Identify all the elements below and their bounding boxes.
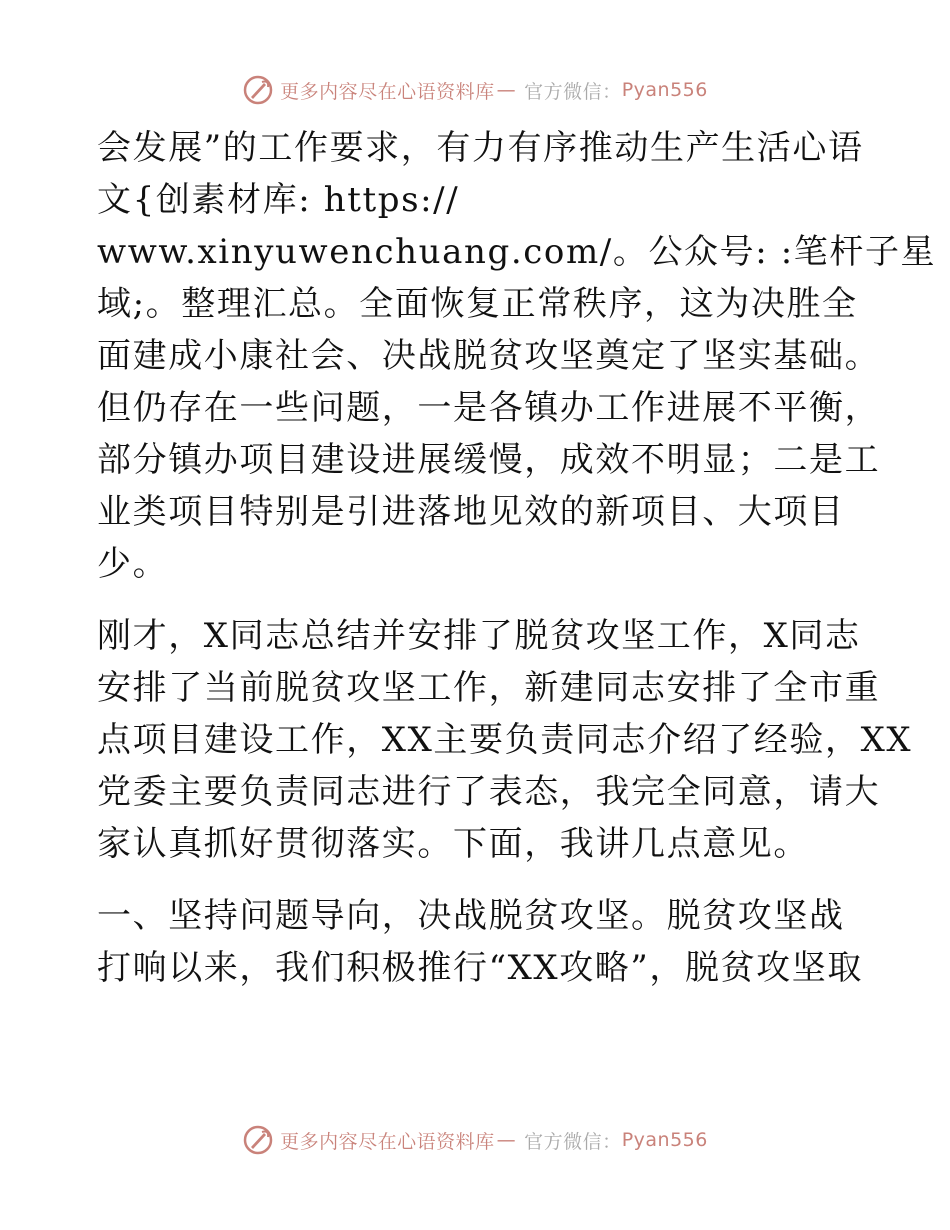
text-line: 文{创素材库: https:// [97, 180, 460, 220]
text-line: 会发展”的工作要求，有力有序推动生产生活心语 [97, 128, 864, 168]
banner-wechat-id: Pyan556 [621, 79, 708, 101]
paragraph [97, 890, 867, 994]
text-line: 打响以来，我们积极推行“XX攻略”，脱贫攻坚取 [97, 948, 863, 988]
text-line: 部分镇办项目建设进展缓慢，成效不明显；二是工 [97, 440, 881, 480]
banner-main-text: 更多内容尽在心语资料库 [280, 1130, 495, 1153]
text-line: 点项目建设工作，XX主要负责同志介绍了经验，XX [97, 720, 913, 760]
text-line: 安排了当前脱贫攻坚工作，新建同志安排了全市重 [97, 668, 881, 708]
banner-main-text: 更多内容尽在心语资料库 [280, 80, 495, 103]
text-line: 家认真抓好贯彻落实。下面，我讲几点意见。 [97, 824, 809, 864]
header-watermark-banner [0, 70, 950, 110]
quill-logo-icon [242, 1124, 274, 1156]
banner-wechat-id: Pyan556 [621, 1129, 708, 1151]
paragraph-gap [97, 870, 867, 890]
text-line: 但仍存在一些问题，一是各镇办工作进展不平衡， [97, 388, 881, 428]
text-line: 党委主要负责同志进行了表态，我完全同意，请大 [97, 772, 881, 812]
text-line: 业类项目特别是引进落地见效的新项目、大项目 [97, 492, 845, 532]
text-line: 面建成小康社会、决战脱贫攻坚奠定了坚实基础。 [97, 336, 881, 376]
banner-sub-text: 官方微信： [524, 1130, 622, 1153]
quill-logo-icon [242, 74, 274, 106]
paragraph-gap [97, 590, 867, 610]
footer-watermark-banner [0, 1120, 950, 1160]
text-line: www.xinyuwenchuang.com/。公众号: :笔杆子星 [97, 232, 937, 272]
paragraph [97, 610, 913, 870]
document-body [97, 122, 937, 994]
banner-separator: — [496, 1129, 517, 1151]
text-line: 一、坚持问题导向，决战脱贫攻坚。脱贫攻坚战 [97, 896, 845, 936]
text-line: 少。 [97, 544, 169, 584]
paragraph [97, 122, 937, 590]
text-line: 域;。整理汇总。全面恢复正常秩序，这为决胜全 [97, 284, 858, 324]
banner-separator: — [496, 79, 517, 101]
banner-sub-text: 官方微信： [524, 80, 622, 103]
text-line: 刚才，X同志总结并安排了脱贫攻坚工作，X同志 [97, 616, 861, 656]
